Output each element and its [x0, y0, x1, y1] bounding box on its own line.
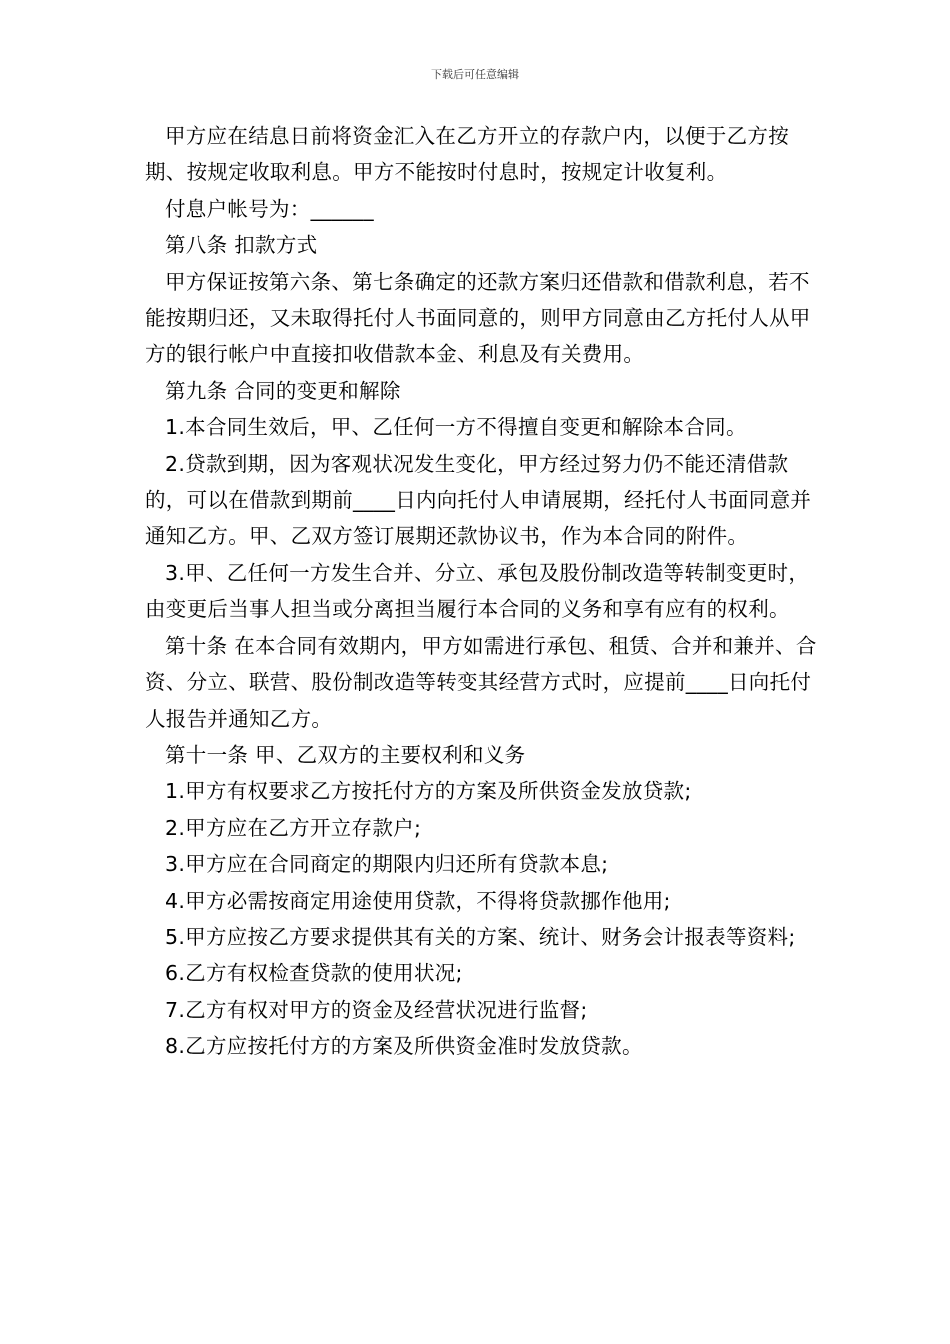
article-9-item-3: 3.甲、乙任何一方发生合并、分立、承包及股份制改造等转制变更时，由变更后当事人担当或分离担当履行本合同的义务和享有应有的权利。: [145, 560, 810, 622]
paragraph-interest-payment: 甲方应在结息日前将资金汇入在乙方开立的存款户内，以便于乙方按期、按规定收取利息。甲方不能按时付息时，按规定计收复利。: [145, 124, 789, 185]
article-11-item-4: 4.甲方必需按商定用途使用贷款，不得将贷款挪作他用;: [165, 888, 671, 913]
document-body: [145, 118, 825, 1065]
article-11-heading: 第十一条 甲、乙双方的主要权利和义务: [165, 742, 526, 767]
article-10-body: 第十条 在本合同有效期内，甲方如需进行承包、租赁、合并和兼并、合资、分立、联营、股份制改造等转变其经营方式时，应提前____日向托付人报告并通知乙方。: [145, 633, 817, 731]
page-header-note: 下载后可任意编辑: [431, 68, 519, 81]
article-9-item-1: 1.本合同生效后，甲、乙任何一方不得擅自变更和解除本合同。: [165, 415, 747, 440]
article-11-item-2: 2.甲方应在乙方开立存款户;: [165, 815, 422, 840]
article-8-body: 甲方保证按第六条、第七条确定的还款方案归还借款和借款利息，若不能按期归还，又未取得托付人书面同意的，则甲方同意由乙方托付人从甲方的银行帐户中直接扣收借款本金、利息及有关费用。: [145, 269, 811, 367]
paragraph-account-number: 付息户帐号为：______: [165, 196, 374, 221]
article-11-item-6: 6.乙方有权检查贷款的使用状况;: [165, 961, 463, 986]
article-11-item-8: 8.乙方应按托付方的方案及所供资金准时发放贷款。: [165, 1034, 643, 1059]
article-11-item-3: 3.甲方应在合同商定的期限内归还所有贷款本息;: [165, 852, 609, 877]
article-9-item-2: 2.贷款到期，因为客观状况发生变化，甲方经过努力仍不能还清借款的，可以在借款到期前____日内向托付人申请展期，经托付人书面同意并通知乙方。甲、乙双方签订展期还款协议书，作为本合同的附件。: [145, 451, 812, 549]
article-8-heading: 第八条 扣款方式: [165, 233, 318, 258]
article-11-item-5: 5.甲方应按乙方要求提供其有关的方案、统计、财务会计报表等资料;: [165, 924, 796, 949]
article-11-item-7: 7.乙方有权对甲方的资金及经营状况进行监督;: [165, 997, 588, 1022]
article-9-heading: 第九条 合同的变更和解除: [165, 378, 401, 403]
article-11-item-1: 1.甲方有权要求乙方按托付方的方案及所供资金发放贷款;: [165, 779, 692, 804]
